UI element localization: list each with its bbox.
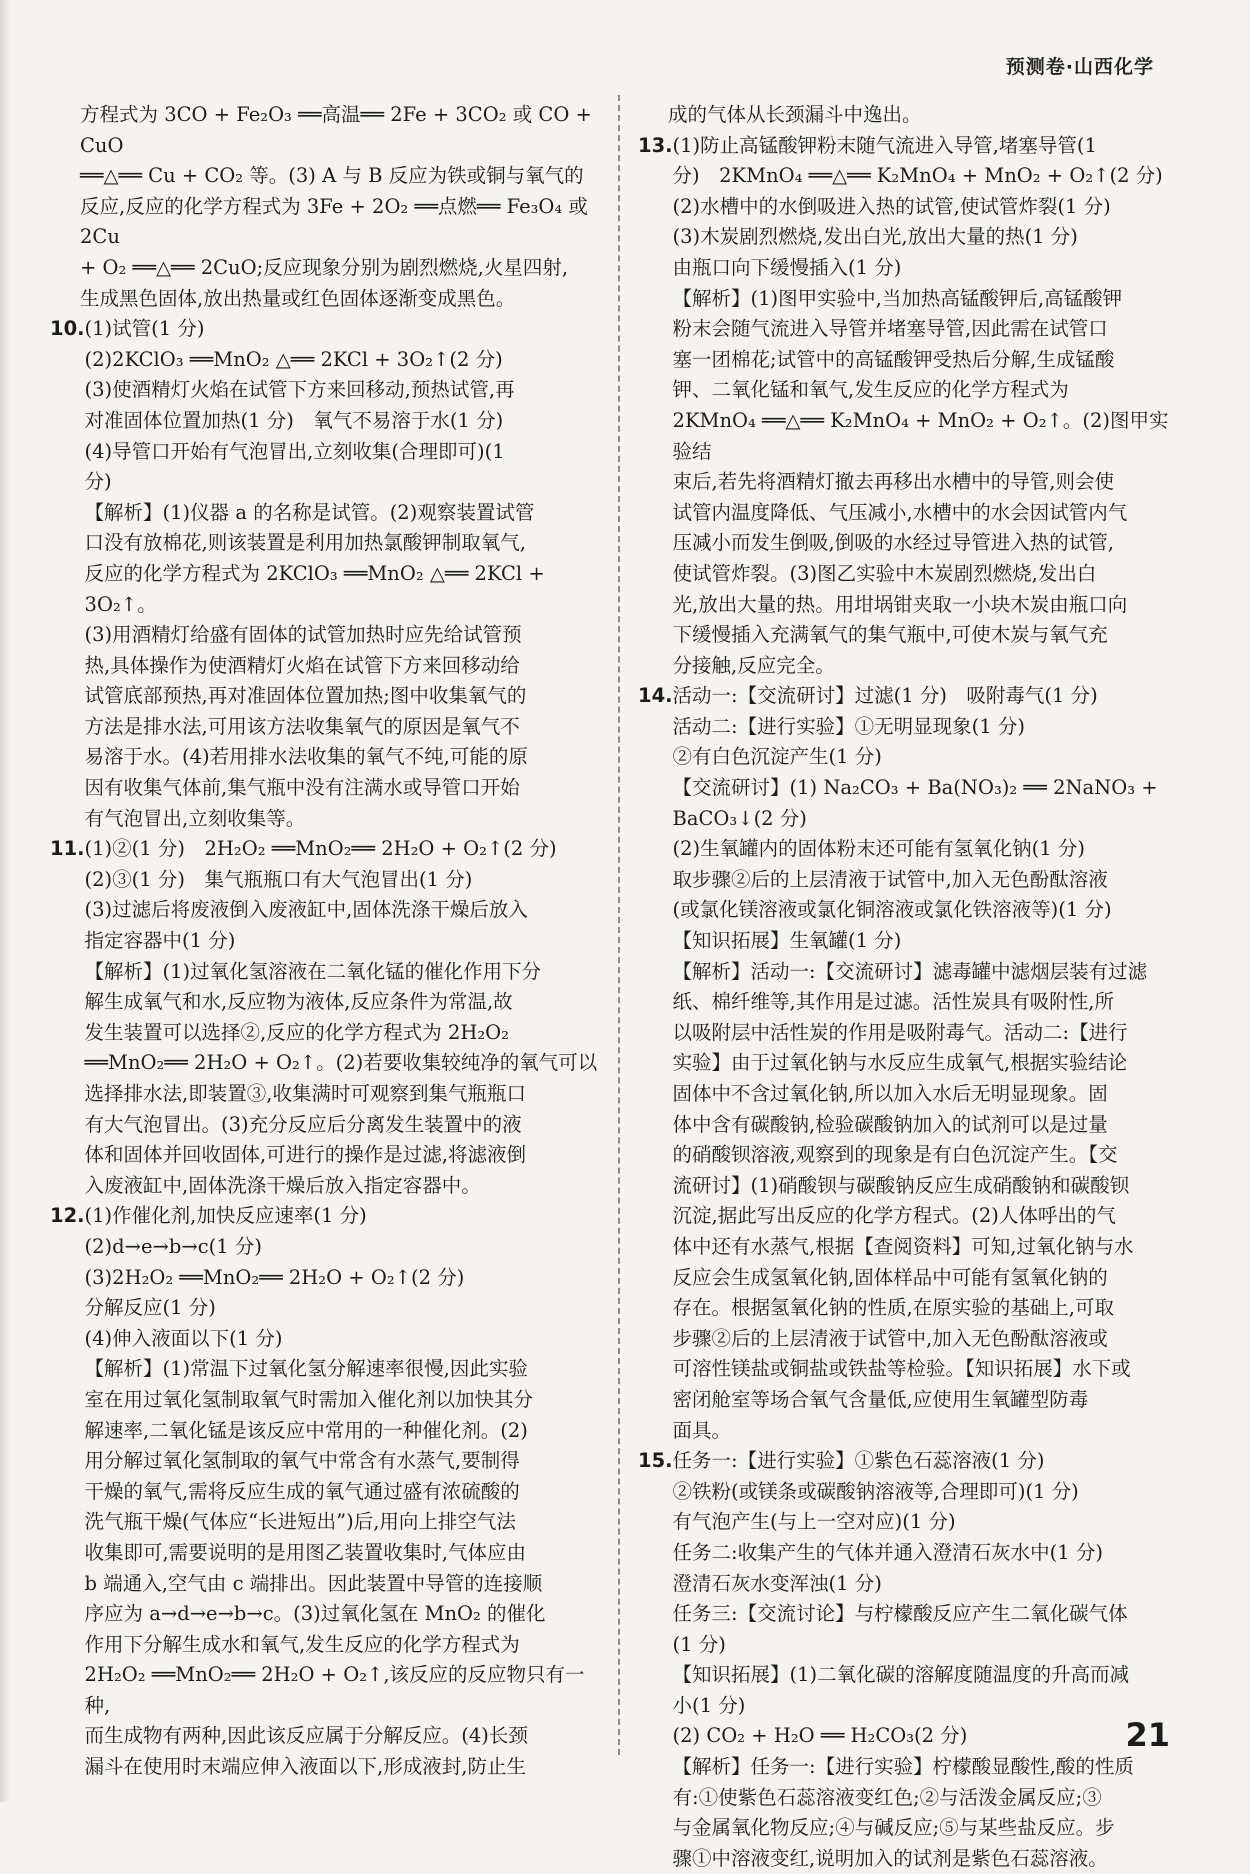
answer-line: 试管底部预热,再对准固体位置加热;图中收集氧气的 [84,684,527,708]
answer-line: (1)②(1 分) 2H₂O₂ ══MnO₂══ 2H₂O + O₂↑(2 分) [84,837,557,861]
answer-line: 纸、棉纤维等,其作用是过滤。活性炭具有吸附性,所 [672,990,1114,1014]
answer-line: 2H₂O₂ ══MnO₂══ 2H₂O + O₂↑,该反应的反应物只有一种, [84,1663,585,1717]
answer-line: 压减小而发生倒吸,倒吸的水经过导管进入热的试管, [672,531,1114,555]
answer-line: (3)使酒精灯火焰在试管下方来回移动,预热试管,再 [84,378,515,402]
answer-line: 方程式为 3CO + Fe₂O₃ ══高温══ 2Fe + 3CO₂ 或 CO + CuO [80,103,592,157]
answer-line: 存在。根据氢氧化钠的性质,在原实验的基础上,可取 [672,1296,1114,1320]
answer-line: 口没有放棉花,则该装置是利用加热氯酸钾制取氧气, [84,531,526,555]
answer-line: 小(1 分) [672,1693,746,1717]
answer-line: 室在用过氧化氢制取氧气时需加入催化剂以加快其分 [84,1387,534,1411]
answer-line: 用分解过氧化氢制取的氧气中常含有水蒸气,要制得 [84,1449,520,1473]
answer-line: 步骤②后的上层清液于试管中,加入无色酚酞溶液或 [672,1326,1108,1350]
answer-line: 任务二:收集产生的气体并通入澄清石灰水中(1 分) [672,1540,1103,1564]
answer-line: 洗气瓶干燥(气体应“长进短出”)后,用向上排空气法 [84,1510,516,1534]
answer-line: 钾、二氧化锰和氧气,发生反应的化学方程式为 [672,378,1069,402]
question-answer [668,100,1170,131]
question-number: 13. [638,133,673,157]
answer-line: 作用下分解生成水和氧气,发生反应的化学方程式为 [84,1632,520,1656]
question-answer [85,314,600,834]
column-divider [618,95,620,1755]
right-column [638,100,1170,1874]
answer-line: (2)生氧罐内的固体粉末还可能有氢氧化钠(1 分) [672,837,1085,861]
answer-line: (3)过滤后将废液倒入废液缸中,固体洗涤干燥后放入 [84,898,528,922]
answer-line: 实验】由于过氧化钠与水反应生成氧气,根据实验结论 [672,1051,1128,1075]
answer-line: 指定容器中(1 分) [84,929,236,953]
answer-line: ══MnO₂══ 2H₂O + O₂↑。(2)若要收集较纯净的氧气可以 [84,1051,598,1075]
answer-line: 束后,若先将酒精灯撤去再移出水槽中的导管,则会使 [672,470,1114,494]
answer-line: (3)木炭剧烈燃烧,发出白光,放出大量的热(1 分) [672,225,1078,249]
answer-line: 选择排水法,即装置③,收集满时可观察到集气瓶瓶口 [84,1082,526,1105]
answer-line: 生成黑色固体,放出热量或红色固体逐渐变成黑色。 [80,286,516,310]
answer-line: 活动一:【交流研讨】过滤(1 分) 吸附毒气(1 分) [672,684,1098,708]
answer-line: 解速率,二氧化锰是该反应中常用的一种催化剂。(2) [84,1418,528,1442]
answer-line: 【知识拓展】(1)二氧化碳的溶解度随温度的升高而减 [672,1663,1130,1687]
answer-line: 反应,反应的化学方程式为 3Fe + 2O₂ ══点燃══ Fe₃O₄ 或 2Cu [80,194,588,249]
answer-line: 有气泡产生(与上一空对应)(1 分) [672,1510,956,1534]
answer-line: 任务三:【交流讨论】与柠檬酸反应产生二氧化碳气体 [672,1602,1128,1626]
answer-line: 【知识拓展】生氧罐(1 分) [672,929,902,953]
answer-line: 澄清石灰水变浑浊(1 分) [672,1571,882,1595]
answer-line: 入废液缸中,固体洗涤干燥后放入指定容器中。 [84,1173,481,1197]
answer-line: (1)试管(1 分) [84,317,205,341]
answer-line: ②铁粉(或镁条或碳酸钠溶液等,合理即可)(1 分) [672,1479,1079,1503]
answer-line: 与金属氧化物反应;④与碱反应;⑤与某些盐反应。步 [672,1816,1115,1840]
answer-line: 收集即可,需要说明的是用图乙装置收集时,气体应由 [84,1540,526,1564]
answer-line: (2)③(1 分) 集气瓶瓶口有大气泡冒出(1 分) [84,867,473,891]
answer-line: 【解析】(1)图甲实验中,当加热高锰酸钾后,高锰酸钾 [672,286,1123,310]
answer-line: 以吸附层中活性炭的作用是吸附毒气。活动二:【进行 [672,1020,1128,1044]
answer-line: 因有收集气体前,集气瓶中没有注满水或导管口开始 [84,776,520,800]
question-answer [673,1446,1170,1874]
question-number: 15. [638,1449,673,1473]
answer-line: 分解反应(1 分) [84,1296,216,1320]
question-number [50,100,80,314]
page-edge-shadow [0,0,10,1802]
answer-line: 由瓶口向下缓慢插入(1 分) [672,255,902,279]
answer-line: (3)2H₂O₂ ══MnO₂══ 2H₂O + O₂↑(2 分) [84,1265,465,1289]
question-block-q11 [50,834,600,1201]
answer-line: 沉淀,据此写出反应的化学方程式。(2)人体呼出的气 [672,1204,1116,1228]
page-number: 21 [1125,1716,1170,1754]
answer-line: (2)水槽中的水倒吸进入热的试管,使试管炸裂(1 分) [672,194,1111,218]
answer-line: 对准固体位置加热(1 分) 氧气不易溶于水(1 分) [84,408,504,432]
question-block-q14 [638,681,1170,1446]
question-block-cont12 [660,100,1170,131]
answer-line: 任务一:【进行实验】①紫色石蕊溶液(1 分) [672,1449,1045,1473]
question-answer [85,834,600,1201]
answer-line: + O₂ ══△══ 2CuO;反应现象分别为剧烈燃烧,火星四射, [80,255,569,279]
answer-line: 有:①使紫色石蕊溶液变红色;②与活泼金属反应;③ [672,1785,1102,1809]
question-number: 14. [638,684,673,708]
question-answer [80,100,600,314]
answer-line: 发生装置可以选择②,反应的化学方程式为 2H₂O₂ [84,1020,509,1044]
question-block-q10 [50,314,600,834]
answer-line: 流研讨】(1)硝酸钡与碳酸钠反应生成硝酸钠和碳酸钡 [672,1173,1130,1197]
answer-line: 有大气泡冒出。(3)充分反应后分离发生装置中的液 [84,1112,522,1136]
answer-line: 热,具体操作为使酒精灯火焰在试管下方来回移动给 [84,653,520,677]
answer-line: 【解析】活动一:【交流研讨】滤毒罐中滤烟层装有过滤 [672,959,1148,983]
answer-line: 分) [84,470,112,494]
question-answer [673,681,1170,1446]
answer-line: 体和固体并回收固体,可进行的操作是过滤,将滤液倒 [84,1143,526,1167]
answer-line: 体中还有水蒸气,根据【查阅资料】可知,过氧化钠与水 [672,1234,1134,1258]
answer-line: 下缓慢插入充满氧气的集气瓶中,可使木炭与氧气充 [672,623,1108,647]
answer-line: 密闭舱室等场合氧气含量低,应使用生氧罐型防毒 [672,1387,1089,1411]
answer-line: 【解析】任务一:【进行实验】柠檬酸显酸性,酸的性质 [672,1755,1134,1779]
answer-line: 有气泡冒出,立刻收集等。 [84,806,306,830]
answer-line: b 端通入,空气由 c 端排出。因此装置中导管的连接顺 [84,1571,543,1595]
question-answer [673,131,1170,682]
answer-line: 固体中不含过氧化钠,所以加入水后无明显现象。固 [672,1082,1108,1105]
answer-line: (1)防止高锰酸钾粉末随气流进入导管,堵塞导管(1 [672,133,1097,157]
answer-line: 成的气体从长颈漏斗中逸出。 [668,103,922,126]
answer-line: (2) CO₂ + H₂O ══ H₂CO₃(2 分) [672,1724,968,1748]
answer-line: 解生成氧气和水,反应物为液体,反应条件为常温,故 [84,990,513,1014]
answer-line: 体中含有碳酸钠,检验碳酸钠加入的试剂可以是过量 [672,1112,1108,1136]
answer-line: 反应会生成氢氧化钠,固体样品中可能有氢氧化钠的 [672,1265,1108,1289]
running-header: 预测卷·山西化学 [1005,56,1154,78]
answer-line: ══△══ Cu + CO₂ 等。(3) A 与 B 反应为铁或铜与氧气的 [80,164,584,188]
answer-line: 【解析】(1)常温下过氧化氢分解速率很慢,因此实验 [84,1357,528,1381]
answer-line: 易溶于水。(4)若用排水法收集的氧气不纯,可能的原 [84,745,528,769]
question-number: 11. [50,837,85,861]
answer-line: 2KMnO₄ ══△══ K₂MnO₄ + MnO₂ + O₂↑。(2)图甲实验结 [672,408,1169,463]
answer-line: 塞一团棉花;试管中的高锰酸钾受热后分解,生成锰酸 [672,347,1115,371]
question-number: 12. [50,1204,85,1228]
answer-line: 粉末会随气流进入导管并堵塞导管,因此需在试管口 [672,317,1108,341]
answer-line: 干燥的氧气,需将反应生成的氧气通过盛有浓硫酸的 [84,1479,520,1503]
question-answer [85,1201,600,1782]
answer-line: 漏斗在使用时末端应伸入液面以下,形成液封,防止生 [84,1755,526,1779]
left-column [50,100,600,1783]
answer-line: (1 分) [672,1632,726,1656]
answer-line: 活动二:【进行实验】①无明显现象(1 分) [672,714,1025,738]
answer-line: (4)伸入液面以下(1 分) [84,1326,283,1350]
answer-line: 可溶性镁盐或铜盐或铁盐等检验。【知识拓展】水下或 [672,1357,1131,1381]
answer-line: 【交流研讨】(1) Na₂CO₃ + Ba(NO₃)₂ ══ 2NaNO₃ + [672,776,1158,800]
answer-line: (2)d→e→b→c(1 分) [84,1234,262,1258]
answer-line: 反应的化学方程式为 2KClO₃ ══MnO₂ △══ 2KCl + 3O₂↑。 [84,561,545,616]
question-block-q13 [638,131,1170,682]
answer-line: 取步骤②后的上层清液于试管中,加入无色酚酞溶液 [672,867,1108,891]
answer-line: 使试管炸裂。(3)图乙实验中木炭剧烈燃烧,发出白 [672,561,1097,585]
answer-line: 面具。 [672,1418,732,1442]
answer-line: BaCO₃↓(2 分) [672,806,807,830]
question-number: 10. [50,317,85,341]
answer-line: (3)用酒精灯给盛有固体的试管加热时应先给试管预 [84,623,522,647]
answer-line: (1)作催化剂,加快反应速率(1 分) [84,1204,367,1228]
answer-line: (4)导管口开始有气泡冒出,立刻收集(合理即可)(1 [84,439,505,463]
question-number [638,100,668,131]
answer-line: 试管内温度降低、气压减小,水槽中的水会因试管内气 [672,500,1128,524]
answer-line: 【解析】(1)过氧化氢溶液在二氧化锰的催化作用下分 [84,959,542,983]
question-block-cont9 [72,100,600,314]
question-block-q12 [50,1201,600,1782]
answer-line: 序应为 a→d→e→b→c。(3)过氧化氢在 MnO₂ 的催化 [84,1602,546,1626]
answer-line: 方法是排水法,可用该方法收集氧气的原因是氧气不 [84,714,520,738]
answer-line: 【解析】(1)仪器 a 的名称是试管。(2)观察装置试管 [84,500,535,524]
answer-line: 光,放出大量的热。用坩埚钳夹取一小块木炭由瓶口向 [672,592,1128,616]
answer-line: (2)2KClO₃ ══MnO₂ △══ 2KCl + 3O₂↑(2 分) [84,347,503,371]
answer-line: 的硝酸钡溶液,观察到的现象是有白色沉淀产生。【交 [672,1143,1118,1167]
answer-line: ②有白色沉淀产生(1 分) [672,745,882,769]
answer-line: 而生成物有两种,因此该反应属于分解反应。(4)长颈 [84,1724,528,1748]
answer-line: 骤①中溶液变红,说明加入的试剂是紫色石蕊溶液。 [672,1846,1108,1870]
question-block-q15 [638,1446,1170,1874]
answer-line: 分接触,反应完全。 [672,653,835,677]
answer-line: 分) 2KMnO₄ ══△══ K₂MnO₄ + MnO₂ + O₂↑(2 分) [672,164,1163,188]
answer-line: (或氯化镁溶液或氯化铜溶液或氯化铁溶液等)(1 分) [672,898,1112,922]
